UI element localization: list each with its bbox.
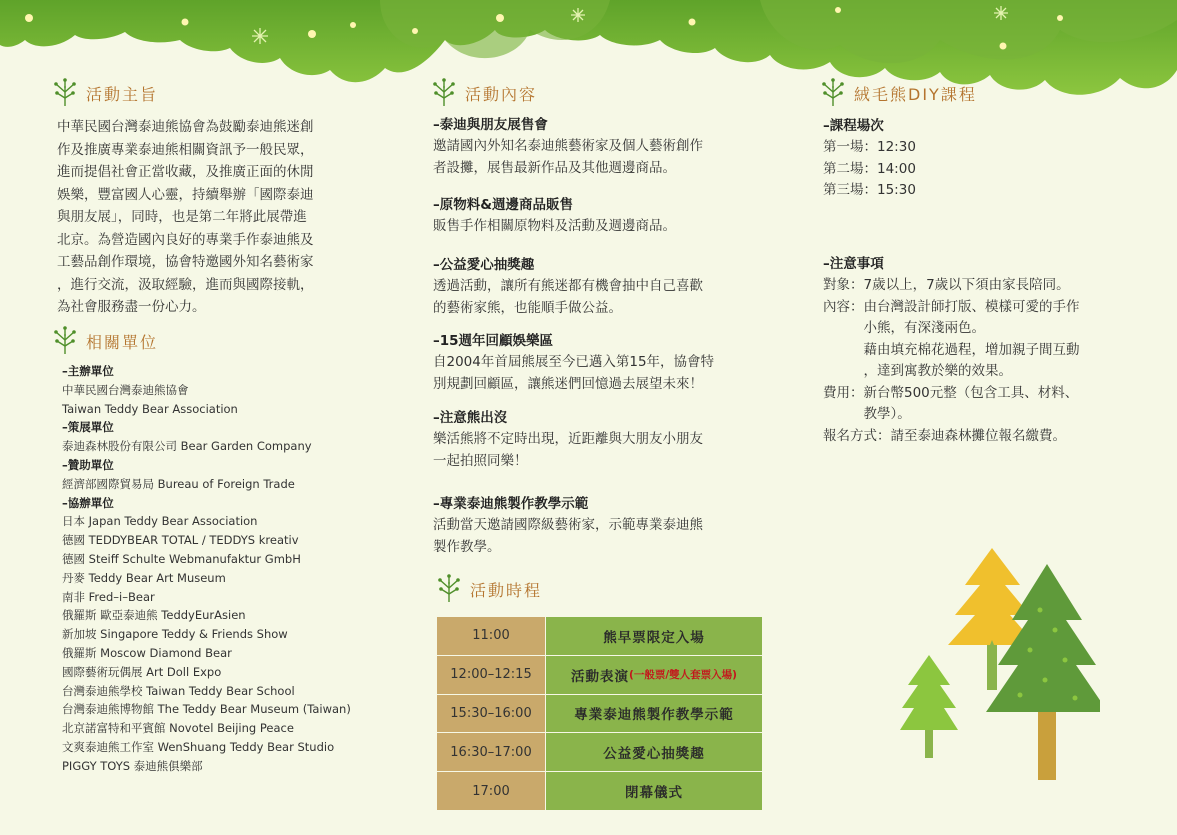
schedule-time: 17:00 bbox=[437, 772, 545, 810]
schedule-row bbox=[437, 695, 762, 733]
schedule-table bbox=[437, 617, 762, 811]
purpose-line: 與朋友展」，同時，也是第二年將此展帶進 bbox=[57, 209, 307, 225]
content-item-line: 邀請國內外知名泰迪熊藝術家及個人藝術創作 bbox=[433, 138, 703, 154]
units-item: 台灣泰迪熊學校 Taiwan Teddy Bear School bbox=[62, 683, 295, 698]
purpose-line: 進而提倡社會正當收藏，及推廣正面的休閒 bbox=[57, 164, 314, 180]
schedule-row bbox=[437, 656, 762, 694]
units-item: 經濟部國際貿易局 Bureau of Foreign Trade bbox=[62, 476, 295, 491]
schedule-section-title bbox=[436, 574, 542, 604]
diy-note: ，達到寓教於樂的效果。 bbox=[823, 363, 1012, 379]
content-item-line: 透過活動，讓所有熊迷都有機會抽中自己喜歡 bbox=[433, 278, 703, 294]
diy-note: 教學）。 bbox=[823, 406, 911, 422]
purpose-line: 工藝品創作環境，協會特邀國外知名藝術家 bbox=[57, 254, 314, 270]
content-item-line: 販售手作相關原物料及活動及週邊商品。 bbox=[433, 218, 676, 234]
content-item-heading: –原物料&週邊商品販售 bbox=[433, 197, 574, 213]
schedule-title: 活動時程 bbox=[470, 580, 543, 600]
units-item: Taiwan Teddy Bear Association bbox=[62, 401, 238, 416]
content-section-title bbox=[431, 78, 537, 108]
diy-note: 內容：由台灣設計師打版、模樣可愛的手作 bbox=[823, 298, 1080, 315]
units-section-title bbox=[52, 326, 158, 356]
schedule-event-label: 公益愛心抽獎趣 bbox=[603, 746, 705, 763]
purpose-line: 娛樂，豐富國人心靈，持續舉辦「國際泰迪 bbox=[57, 186, 314, 203]
units-item: 國際藝術玩偶展 Art Doll Expo bbox=[62, 664, 222, 679]
schedule-row bbox=[437, 733, 762, 771]
units-item: 北京諾富特和平賓館 Novotel Beijing Peace bbox=[62, 721, 294, 736]
content-item bbox=[433, 255, 703, 319]
content-item-line: 樂活熊將不定時出現，近距離與大朋友小朋友 bbox=[433, 431, 703, 447]
purpose-text bbox=[57, 116, 314, 319]
units-item: 中華民國台灣泰迪熊協會 bbox=[62, 382, 189, 397]
units-group-heading: –策展單位 bbox=[62, 420, 114, 435]
sprout-icon bbox=[52, 78, 78, 108]
content-item bbox=[433, 195, 676, 238]
units-item: 德國 Steiff Schulte Webmanufaktur GmbH bbox=[62, 551, 301, 566]
units-item: 丹麥 Teddy Bear Art Museum bbox=[62, 570, 226, 585]
units-item: 德國 TEDDYBEAR TOTAL / TEDDYS kreativ bbox=[62, 533, 299, 548]
schedule-event-label: 活動表演 bbox=[571, 668, 630, 685]
diy-sessions-heading: –課程場次 bbox=[823, 118, 884, 134]
schedule-event-label: 專業泰迪熊製作教學示範 bbox=[574, 707, 734, 724]
units-item: PIGGY TOYS 泰迪熊俱樂部 bbox=[62, 758, 203, 773]
purpose-line: 中華民國台灣泰迪熊協會為鼓勵泰迪熊迷創 bbox=[57, 119, 314, 135]
content-item-line: 活動當天邀請國際級藝術家，示範專業泰迪熊 bbox=[433, 517, 703, 533]
purpose-title: 活動主旨 bbox=[86, 84, 159, 104]
content-item-heading: –15週年回顧娛樂區 bbox=[433, 333, 554, 349]
sprout-icon bbox=[431, 78, 457, 108]
schedule-row bbox=[437, 772, 762, 810]
purpose-line: 為社會服務盡一份心力。 bbox=[57, 299, 206, 315]
schedule-event bbox=[546, 733, 762, 771]
units-item: 泰迪森林股份有限公司 Bear Garden Company bbox=[62, 439, 312, 454]
content-item bbox=[433, 331, 714, 395]
schedule-event bbox=[546, 695, 762, 733]
units-group-heading: –協辦單位 bbox=[62, 495, 114, 510]
content-title: 活動內容 bbox=[465, 84, 538, 104]
units-group-heading: –主辦單位 bbox=[62, 364, 114, 378]
schedule-event-note: (一般票/雙人套票入場) bbox=[629, 669, 737, 682]
sprout-icon bbox=[52, 326, 78, 356]
units-item: 俄羅斯 Moscow Diamond Bear bbox=[62, 645, 232, 660]
diy-notes bbox=[823, 254, 1080, 447]
units-item: 日本 Japan Teddy Bear Association bbox=[62, 514, 258, 529]
content-item-line: 的藝術家熊，也能順手做公益。 bbox=[433, 299, 622, 316]
diy-sessions bbox=[823, 116, 916, 202]
schedule-event bbox=[546, 656, 762, 694]
content-item-heading: –注意熊出沒 bbox=[433, 410, 508, 426]
diy-section-title bbox=[820, 78, 977, 108]
units-list bbox=[62, 362, 351, 776]
content-item-heading: –泰迪與朋友展售會 bbox=[433, 117, 548, 133]
content-item-line: 製作教學。 bbox=[433, 538, 501, 555]
diy-note: 費用：新台幣500元整（包含工具、材料、 bbox=[823, 384, 1079, 401]
trees-illustration bbox=[900, 540, 1100, 790]
purpose-section-title bbox=[52, 78, 158, 108]
schedule-event-label: 熊早票限定入場 bbox=[603, 629, 705, 646]
content-item-line: 者設攤，展售最新作品及其他週邊商品。 bbox=[433, 159, 676, 176]
schedule-time: 12:00–12:15 bbox=[437, 656, 545, 694]
purpose-line: ，進行交流，汲取經驗，進而與國際接軌， bbox=[57, 276, 314, 293]
diy-session: 第一場：12:30 bbox=[823, 139, 916, 155]
diy-session: 第二場：14:00 bbox=[823, 160, 916, 177]
units-title: 相關單位 bbox=[86, 332, 159, 352]
units-group-heading: –贊助單位 bbox=[62, 457, 114, 472]
diy-note: 對象：7歲以上，7歲以下須由家長陪同。 bbox=[823, 277, 1070, 293]
sprout-icon bbox=[436, 574, 462, 604]
schedule-event-label: 閉幕儀式 bbox=[625, 785, 683, 802]
content-item bbox=[433, 494, 703, 558]
content-item-heading: –專業泰迪熊製作教學示範 bbox=[433, 496, 589, 512]
content-item-line: 自2004年首屆熊展至今已邁入第15年，協會特 bbox=[433, 354, 715, 370]
diy-title: 絨毛熊DIY課程 bbox=[854, 84, 977, 104]
schedule-event bbox=[546, 617, 762, 655]
sprout-icon bbox=[820, 78, 846, 108]
schedule-time: 11:00 bbox=[437, 617, 545, 655]
purpose-line: 作及推廣專業泰迪熊相關資訊予一般民眾， bbox=[57, 141, 314, 158]
content-item bbox=[433, 115, 703, 179]
schedule-time: 16:30–17:00 bbox=[437, 733, 545, 771]
content-item bbox=[433, 408, 703, 472]
units-item: 俄羅斯 歐亞泰迪熊 TeddyEurAsien bbox=[62, 608, 246, 623]
schedule-event bbox=[546, 772, 762, 810]
units-item: 台灣泰迪熊博物館 The Teddy Bear Museum (Taiwan) bbox=[62, 702, 351, 717]
schedule-time: 15:30–16:00 bbox=[437, 695, 545, 733]
diy-session: 第三場：15:30 bbox=[823, 182, 916, 198]
diy-note: 藉由填充棉花過程，增加親子間互動 bbox=[823, 341, 1080, 358]
tree-canopy-decoration bbox=[0, 0, 1177, 110]
purpose-line: 北京。為營造國內良好的專業手作泰迪熊及 bbox=[57, 231, 314, 248]
content-item-line: 別規劃回顧區，讓熊迷們回憶過去展望未來！ bbox=[433, 375, 703, 392]
content-item-heading: –公益愛心抽獎趣 bbox=[433, 257, 535, 273]
units-item: 新加坡 Singapore Teddy & Friends Show bbox=[62, 627, 288, 642]
units-item: 南非 Fred–i–Bear bbox=[62, 589, 155, 604]
diy-note: 報名方式：請至泰迪森林攤位報名繳費。 bbox=[823, 427, 1066, 444]
schedule-row bbox=[437, 617, 762, 655]
content-item-line: 一起拍照同樂！ bbox=[433, 452, 528, 469]
diy-note: 小熊，有深淺兩色。 bbox=[823, 320, 985, 336]
diy-notes-heading: –注意事項 bbox=[823, 256, 884, 272]
units-item: 文爽泰迪熊工作室 WenShuang Teddy Bear Studio bbox=[62, 739, 335, 754]
